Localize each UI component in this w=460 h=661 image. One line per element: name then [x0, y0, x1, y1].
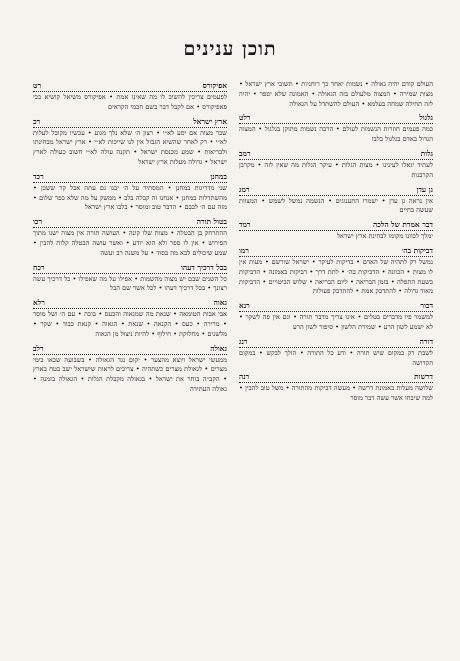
- toc-page-number: רלא: [33, 298, 45, 308]
- toc-subtopic: נמשל רק לתהיה של האדם: [362, 257, 433, 266]
- toc-subtopic: הגאולה בזמנה: [40, 375, 78, 384]
- toc-subtopic: הגאוה: [101, 319, 118, 328]
- toc-entry-heading[interactable]: [33, 116, 227, 128]
- toc-subtopic: מהשתדלות במחנן: [181, 193, 227, 202]
- toc-entry: [33, 343, 227, 395]
- toc-subtopic: אפילו על מה שאפילו: [78, 274, 133, 283]
- toc-subtopic: במקום הקדושה: [239, 348, 433, 367]
- toc-subtopic: הולך לבקש: [266, 348, 297, 357]
- toc-subtopics: כל השנים שבם יש מצוה מהשמות • אפילו על מה שאפילו • כל דרכיך עשה רצונך • בכל דרכיך דעהו • לכל אשר שם הבל: [33, 274, 227, 293]
- toc-subtopic: לגאולת מצרים כשתהיה: [141, 365, 203, 374]
- toc-entry: [33, 116, 227, 168]
- toc-subtopic: הדביקות מאוד גדולה: [239, 277, 433, 296]
- toc-subtopic: לכל אשר שם הבל: [109, 284, 157, 293]
- toc-subtopic: יקום נגד הגאולה: [95, 355, 140, 364]
- toc-page-number: רמו: [239, 245, 249, 255]
- toc-entry: [239, 245, 433, 297]
- toc-subtopic: שכר מצוה אם יסע לא״י: [162, 128, 227, 137]
- toc-subtopic: יהיה לזה תחילה שמחה בעלמא: [239, 89, 433, 108]
- toc-subtopic: בכל דרכיך דעהו: [164, 284, 206, 293]
- toc-subtopic: לתת דרך: [315, 267, 339, 276]
- toc-subtopics: אבי אבות הטומאה • שנאת מה שמגאוה והכעס • בוכה • עם ה׳ ושל מוסר • מרירה • כעס • הקנאה • שנאת • הגאוה • קנאת כבוד • שקר • מלשנים • מחלוקת • חילוף • להיות ניצול מן הגאוה: [33, 310, 227, 338]
- toc-entry-heading[interactable]: [33, 171, 227, 183]
- toc-entry: [239, 148, 433, 181]
- toc-subtopic: אינו צריך מדבר תורה: [299, 313, 355, 322]
- toc-subtopic: שלושה מעלות באמונת דרשה: [358, 384, 433, 393]
- toc-entry: [33, 262, 227, 295]
- toc-subtopic: מצות הגלות: [341, 160, 373, 169]
- toc-entry: [33, 80, 227, 113]
- toc-subtopic: על משנה רב ועשה: [100, 248, 149, 257]
- toc-subtopic: שמע שיכולים לבא מה בסוד: [156, 248, 227, 257]
- toc-subtopic: משל טוב להבין: [245, 384, 284, 393]
- toc-heading-text: בכל דרכיך דעהו: [180, 262, 227, 272]
- toc-subtopic: שנאת: [128, 319, 144, 328]
- toc-subtopics: שכר מצוה אם יסע לא״י • רצון ה׳ שלא נלך מגוע • עכשיו מקובל לעלות לא״י • רק לאחר שהשיא הגבול אין לנו שייכות לא״י • ארץ ישראל מבחינתו ולבריאות • שמע מכנסת ישראל • תקנה עולה לא״י חשוב כעולה לארץ ישראל • גדולה מעלות ארץ ישראל: [33, 128, 227, 166]
- toc-page-number: רט: [33, 81, 42, 90]
- toc-subtopic: שני מדריגות במחנן: [175, 183, 227, 192]
- toc-heading-text: דבר אמרת של הלכה: [373, 220, 433, 230]
- toc-subtopic: מקרבן הקרבנות: [239, 160, 433, 179]
- toc-subtopic: ההתרחק בן הבטלה: [176, 229, 227, 238]
- toc-page-number: רכו: [33, 217, 43, 227]
- toc-subtopic: שקר: [40, 319, 52, 328]
- toc-subtopics: כמה פעמים חוזרות הנשמות לעולם • הרבה נשמות מתוקן בגלגול • המצוה הגדול באדם בגלגול בלבו: [239, 125, 433, 144]
- toc-entry-heading[interactable]: [239, 371, 433, 383]
- toc-subtopic: שמע מכנסת ישראל: [140, 148, 194, 157]
- toc-entry: [239, 300, 433, 333]
- toc-entry-heading[interactable]: [33, 216, 227, 228]
- toc-subtopic: האמונה שלא יספר: [259, 89, 309, 98]
- toc-heading-text: בטול תורה: [196, 217, 227, 227]
- toc-subtopic: כל דרכיך עשה רצונך: [33, 274, 227, 293]
- toc-subtopic: בשבועה שכאו בימי מצרים: [33, 355, 227, 374]
- toc-entry-heading[interactable]: [239, 245, 433, 257]
- toc-subtopic: ימלך לכוונו מקומו לבחינת ארץ ישראל: [336, 232, 433, 241]
- toc-subtopic: שלוש הביטויים: [268, 277, 307, 286]
- toc-page-number: רכד: [33, 171, 44, 181]
- toc-subtopic: עם ה׳ ושל מוסר: [33, 310, 76, 319]
- toc-subtopics: לשבת רק במקום שיש תורה • ודע כל התורה • הולך לבקש • במקום הקדושה: [239, 348, 433, 367]
- toc-heading-text: גן עדן: [416, 184, 433, 194]
- toc-subtopics: נמשל רק לתהיה של האדם • בדיקות לעיקר • ישראל שורשם • מעות אין לו מצות • הכוונה • הדביקות בה׳ • לתת דרך • דביקות באמונה • הדביקות בשעת התפלה • בזמן הבריאה • ליום הבריאה • שלוש הביטויים • הדביקות מאוד גדולה • להתדבק אמת • להתדבק פעולות: [239, 257, 433, 296]
- toc-subtopic: העולם קודם יהיה גאולה: [371, 80, 433, 88]
- toc-entry: [33, 297, 227, 339]
- toc-page-number: רמד: [239, 220, 251, 230]
- toc-subtopic: הכוונה: [387, 267, 405, 276]
- toc-subtopic: מעשה דביקות מהתורה: [291, 384, 350, 393]
- toc-subtopic: למשמר פיו מדברים בטלים: [364, 313, 433, 322]
- toc-subtopic: הקב״ה בוחר את ישראל: [155, 375, 220, 384]
- toc-subtopics: ממעשי ישראל ויוצא מהצער • יקום נגד הגאולה • בשבועה שכאו בימי מצרים • לגאולת מצרים כשתהיה • צריכים לראות שישראל ישב בטח בארץ • הקב״ה בוחר את ישראל • בגאולה מקבלת הגלות • הגאולה בזמנה • גאולה העתידה: [33, 355, 227, 393]
- toc-subtopic: מצות שלו קונה: [128, 229, 168, 238]
- toc-entry: [239, 184, 433, 217]
- toc-subtopic: המסתיר על ה׳ יבנו גם עתה אבל קר ששכן: [40, 183, 164, 192]
- toc-heading-text: דבור: [420, 301, 433, 311]
- toc-subtopic: ואשר עושה הבטלה קלות להבין: [39, 238, 123, 247]
- toc-subtopic: כמה פעמים חוזרות הנשמות לעולם: [342, 125, 433, 134]
- toc-heading-text: גלגול: [419, 113, 433, 123]
- toc-subtopics: למשמר פיו מדברים בטלים • אינו צריך מדבר תורה • וגם אין פה לשקר • לא ישמע לשון הרע • שמירת הלשון • סיפור לשון הרע: [239, 313, 433, 331]
- toc-subtopics: לפעמים צריכין להשיב לו מה שאינו אמת • אפיקורס משיאל קושיא בכי פאפיקורס • אם לקבל דבר בשם חכמי הקראים: [33, 93, 227, 111]
- toc-page-number: רכ: [33, 116, 41, 126]
- toc-subtopic: בגאולה מקבלת הגלות: [87, 375, 146, 384]
- toc-columns: [33, 80, 433, 640]
- toc-subtopic: בדיקות לעיקר: [318, 257, 354, 266]
- toc-subtopic: מחלוקת: [179, 329, 200, 338]
- toc-entry-heading[interactable]: [239, 148, 433, 160]
- toc-page-number: רלב: [33, 343, 44, 353]
- toc-heading-text: דביקות בה׳: [401, 245, 433, 255]
- toc-entry-heading[interactable]: [33, 262, 227, 274]
- toc-subtopic: בלבו ארץ ישראל: [84, 203, 128, 212]
- toc-subtopic: אנחנו זה קבלה בלב: [124, 193, 174, 202]
- toc-subtopics: [239, 232, 433, 242]
- toc-subtopic: העולם להשתדל על הגאולה: [289, 99, 360, 108]
- toc-entry-heading[interactable]: [239, 300, 433, 312]
- toc-subtopic: ישראל שורשם: [271, 257, 310, 266]
- toc-subtopic: קנאת כבוד: [62, 319, 92, 328]
- toc-page-number: רלט: [239, 113, 251, 123]
- toc-subtopic: סיפור לשון הרע: [293, 322, 333, 331]
- toc-subtopic: למה שיבחו אשר עשה דבר מוסר: [350, 394, 433, 403]
- toc-subtopic: וגם אין פה לשקר: [245, 313, 291, 322]
- toc-heading-text: גלות: [420, 148, 433, 158]
- toc-subtopic: תשובי ארץ ישראל: [245, 80, 293, 88]
- toc-left-column: [239, 80, 433, 640]
- toc-subtopic: מצות שמירה: [399, 89, 433, 98]
- toc-subtopics: ההתרחק בן הבטלה • מצות שלו קונה • העושה תורה אין מצוה ישנו מתוך הפירוש • אין לו ספר ולא הוא יודע • ואשר עושה הבטלה קלות להבין • שמע שיכולים לבא מה בסוד • על משנה רב ועשה: [33, 229, 227, 257]
- toc-subtopics: העולם קודם יהיה גאולה • נשמות יאחר כך רוחניות • תשובי ארץ ישראל • מצות שמירה • המצוה מלעולם בזה הגאולה • האמונה שלא יספר • יהיה לזה תחילה שמחה בעלמא • העולם להשתדל על הגאולה: [239, 80, 433, 108]
- toc-subtopic: אם לקבל דבר בשם חכמי הקראים: [107, 102, 195, 111]
- toc-subtopic: העושה תורה אין מצוה ישנו מתוך הפירוש: [33, 229, 227, 247]
- toc-subtopic: מזה עם ה׳ לבבם: [184, 203, 227, 212]
- toc-subtopic: ארץ ישראל מבחינתו ולבריאות: [33, 138, 227, 157]
- toc-heading-text: במחנן: [210, 171, 227, 181]
- toc-page-number: רמג: [239, 184, 250, 194]
- toc-subtopic: רק לאחר שהשיא הגבול אין לנו שייכות לא״י: [94, 138, 208, 147]
- toc-entry-heading[interactable]: [33, 80, 227, 92]
- toc-right-column: [33, 80, 227, 640]
- toc-subtopic: מרירה: [203, 319, 220, 328]
- toc-subtopic: לשבת רק במקום שיש תורה: [356, 348, 433, 357]
- toc-subtopics: שני מדריגות במחנן • המסתיר על ה׳ יבנו גם עתה אבל קר ששכן • מהשתדלות במחנן • אנחנו זה קבלה בלב • ממשק על מה שלא כפר שלום • מזה עם ה׳ לבבם • הדבר טוב ומוסר • בלבו ארץ ישראל: [33, 183, 227, 212]
- toc-subtopic: מלשנים: [207, 329, 227, 338]
- toc-subtopic: גאולה העתידה: [189, 384, 227, 393]
- toc-subtopic: צריכים לראות שישראל ישב בטח בארץ: [33, 365, 134, 374]
- toc-page-number: רנה: [239, 372, 250, 382]
- toc-entry: [239, 336, 433, 369]
- toc-subtopic: אבי אבות הטומאה: [179, 310, 227, 319]
- page-title: תוכן ענינים: [183, 38, 277, 60]
- toc-subtopic: ליום הבריאה: [315, 277, 348, 286]
- toc-entry-heading[interactable]: [33, 297, 227, 309]
- toc-subtopic: המצוה הגדול באדם בגלגול בלבו: [239, 125, 433, 144]
- toc-entry-heading[interactable]: [239, 219, 433, 231]
- toc-subtopic: הקנאה: [153, 319, 172, 328]
- toc-subtopics: אין נראה גן עדן • ישמרו התענוגים • הנשמה נמשל לשמש • המצוות שעשה בחיים: [239, 196, 433, 215]
- toc-page-number: רנא: [239, 301, 250, 311]
- toc-subtopic: הדבר טוב ומוסר: [135, 203, 177, 212]
- toc-subtopic: לא ישמע לשון הרע: [383, 322, 433, 331]
- toc-subtopic: הרבה נשמות מתוקן בגלגול: [264, 125, 334, 134]
- toc-subtopic: המצוות שעשה בחיים: [239, 196, 433, 215]
- toc-subtopic: ודע כל התורה: [307, 348, 346, 357]
- toc-subtopic: גדולה מעלות ארץ ישראל: [138, 157, 203, 166]
- toc-subtopic: המצוה מלעולם בזה הגאולה: [318, 89, 391, 98]
- toc-entry: [33, 216, 227, 258]
- toc-subtopic: אין לו ספר ולא הוא יודע: [132, 238, 199, 247]
- toc-entry-heading[interactable]: [239, 336, 433, 348]
- toc-heading-text: גאולה: [210, 343, 227, 353]
- toc-subtopic: הנשמה נמשל לשמש: [268, 196, 325, 205]
- toc-subtopic: מעות אין לו מצות: [239, 257, 433, 276]
- toc-subtopic: ממעשי ישראל ויוצא מהצער: [150, 355, 227, 364]
- toc-entry: [239, 80, 433, 109]
- toc-page-number: רכח: [33, 262, 45, 272]
- toc-subtopic: אפיקורס משיאל קושיא בכי פאפיקורס: [33, 93, 227, 111]
- toc-subtopic: להיות ניצול מן הגאוה: [95, 329, 150, 338]
- toc-subtopic: הדביקות בשעת התפלה: [239, 267, 433, 286]
- toc-subtopic: כעס: [182, 319, 193, 328]
- toc-subtopic: דביקות באמונה: [268, 267, 308, 276]
- toc-subtopic: בזמן הבריאה: [356, 277, 389, 286]
- toc-heading-text: דרשות: [414, 372, 433, 382]
- toc-subtopic: חילוף: [157, 329, 172, 338]
- toc-subtopic: בוכה: [84, 310, 96, 319]
- toc-subtopic: שמירת הלשון: [341, 322, 376, 331]
- toc-subtopic: אין נראה גן עדן: [389, 196, 433, 205]
- toc-subtopic: ישמרו התענוגים: [335, 196, 378, 205]
- toc-subtopic: עיקר הגלות מה שאין לזה: [264, 160, 332, 169]
- toc-subtopic: תקנה עולה לא״י חשוב כעולה לארץ ישראל: [33, 148, 227, 166]
- toc-heading-text: ארץ ישראל: [193, 116, 227, 126]
- toc-page-number: רנג: [239, 336, 248, 346]
- toc-entry: [239, 219, 433, 242]
- toc-subtopics: לעתיד יגאלו לעינינו • מצות הגלות • עיקר הגלות מה שאין לזה • מקרבן הקרבנות: [239, 160, 433, 179]
- toc-subtopic: כל השנים שבם יש מצוה מהשמות: [140, 274, 227, 283]
- toc-subtopic: להתדבק פעולות: [312, 287, 354, 296]
- toc-subtopic: לפעמים צריכין להשיב לו מה שאינו אמת: [116, 93, 227, 101]
- toc-heading-text: דורה: [419, 336, 433, 346]
- toc-heading-text: גאוה: [213, 298, 227, 308]
- toc-subtopic: ממשק על מה שלא כפר שלום: [39, 193, 116, 202]
- toc-heading-text: אפיקורס: [202, 81, 227, 90]
- toc-subtopic: הדביקות בה׳: [347, 267, 380, 276]
- toc-entry: [239, 112, 433, 145]
- toc-subtopic: לעתיד יגאלו לעינינו: [382, 160, 433, 169]
- toc-subtopic: עכשיו מקובל לעלות לא״י: [33, 128, 227, 147]
- toc-subtopic: רצון ה׳ שלא נלך מגוע: [94, 128, 154, 137]
- toc-subtopic: שנאת מה שמגאוה והכעס: [104, 310, 171, 319]
- toc-entry-heading[interactable]: [239, 112, 433, 124]
- toc-entry-heading[interactable]: [33, 343, 227, 355]
- toc-entry: [33, 171, 227, 213]
- toc-entry: [239, 371, 433, 404]
- toc-subtopic: להתדבק אמת: [361, 287, 397, 296]
- toc-subtopic: נשמות יאחר כך רוחניות: [301, 80, 363, 88]
- toc-page-number: רמב: [239, 148, 251, 158]
- toc-entry-heading[interactable]: [239, 184, 433, 196]
- toc-subtopics: שלושה מעלות באמונת דרשה • מעשה דביקות מהתורה • משל טוב להבין • למה שיבחו אשר עשה דבר מוסר: [239, 384, 433, 403]
